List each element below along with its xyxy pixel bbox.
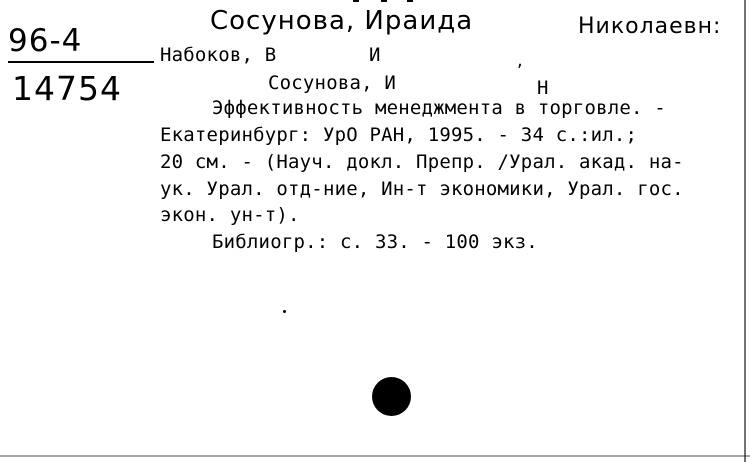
handwritten-stress-mark: , xyxy=(517,50,523,71)
series-line: 20 см. - (Науч. докл. Препр. /Урал. акад. на- xyxy=(160,151,684,173)
series-line-3: экон. ун-т). xyxy=(160,204,300,226)
stray-dot xyxy=(283,310,286,313)
bibliography-note: Библиогр.: с. 33. - 100 экз. xyxy=(212,231,538,253)
coauthor: Сосунова, И xyxy=(268,72,397,94)
imprint-line: Екатеринбург: УрО РАН, 1995. - 34 с.:ил.; xyxy=(160,124,638,146)
card-punch-hole xyxy=(372,377,411,416)
main-author-initial: И xyxy=(369,44,381,66)
handwritten-author-name: Сосунова, Ираида xyxy=(210,6,474,36)
top-edge-mark xyxy=(407,0,413,2)
top-edge-mark xyxy=(381,0,387,2)
coauthor-initial: Н xyxy=(537,77,549,99)
title-line: Эффективность менеджмента в торговле. - xyxy=(212,97,666,119)
card-right-edge xyxy=(744,0,746,462)
main-author: Набоков, В xyxy=(160,44,277,66)
top-edge-mark xyxy=(353,0,359,2)
handwritten-author-patronymic: Николаевн: xyxy=(578,14,722,39)
inventory-number: 14754 xyxy=(12,69,122,108)
shelf-mark: 96-4 xyxy=(8,23,83,59)
series-line-2: ук. Урал. отд-ние, Ин-т экономики, Урал. гос. xyxy=(160,178,684,200)
shelf-mark-underline xyxy=(8,61,154,63)
card-bottom-edge xyxy=(0,455,750,457)
